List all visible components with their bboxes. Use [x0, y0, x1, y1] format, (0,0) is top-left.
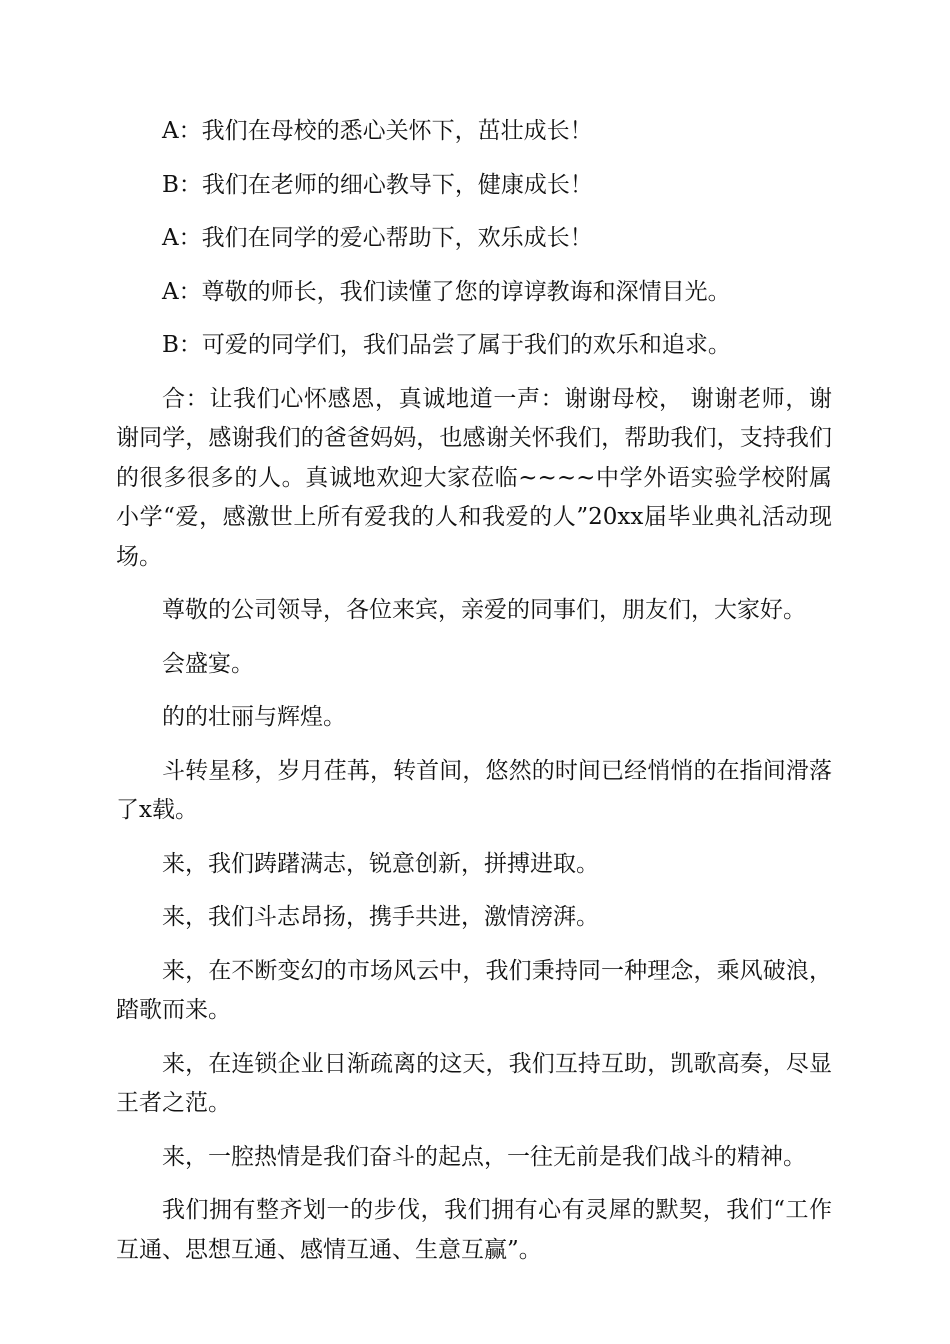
paragraph-2: B：我们在老师的细心教导下，健康成长！: [162, 171, 593, 198]
paragraph-9: 的的壮丽与辉煌。: [162, 704, 346, 730]
paragraph-11: 来，我们踌躇满志，锐意创新，拼搏进取。: [162, 850, 599, 877]
paragraph-3: A：我们在同学的爱心帮助下，欢乐成长！: [162, 225, 593, 251]
document-page: [116, 112, 832, 1284]
paragraph-6: 合：让我们心怀感恩，真诚地道一声：谢谢母校， 谢谢老师，谢谢同学，感谢我们的爸爸妈妈，也感谢关怀我们，帮助我们，支持我们的很多很多的人。真诚地欢迎大家莅临~~~~中学外语实验学校附属小学“爱，感激世上所有爱我的人和我爱的人”20xx届毕业典礼活动现场。: [116, 385, 832, 570]
paragraph-13: 来，在不断变幻的市场风云中，我们秉持同一种理念，乘风破浪，踏歌而来。: [116, 957, 832, 1023]
paragraph-12: 来，我们斗志昂扬，携手共进，激情滂湃。: [162, 904, 599, 930]
paragraph-5: B：可爱的同学们，我们品尝了属于我们的欢乐和追求。: [162, 332, 731, 358]
paragraph-1: A：我们在母校的悉心关怀下，茁壮成长！: [162, 118, 593, 144]
paragraph-4: A：尊敬的师长，我们读懂了您的谆谆教诲和深情目光。: [162, 278, 731, 305]
paragraph-15: 来，一腔热情是我们奋斗的起点，一往无前是我们战斗的精神。: [162, 1143, 806, 1170]
paragraph-8: 会盛宴。: [162, 650, 254, 677]
paragraph-14: 来，在连锁企业日渐疏离的这天，我们互持互助，凯歌高奏，尽显王者之范。: [116, 1050, 832, 1116]
paragraph-10: 斗转星移，岁月荏苒，转首间，悠然的时间已经悄悄的在指间滑落了x载。: [116, 757, 832, 823]
paragraph-16: 我们拥有整齐划一的步伐，我们拥有心有灵犀的默契，我们“工作互通、思想互通、感情互通、生意互赢”。: [116, 1197, 832, 1263]
paragraph-7: 尊敬的公司领导，各位来宾，亲爱的同事们，朋友们，大家好。: [162, 597, 806, 623]
